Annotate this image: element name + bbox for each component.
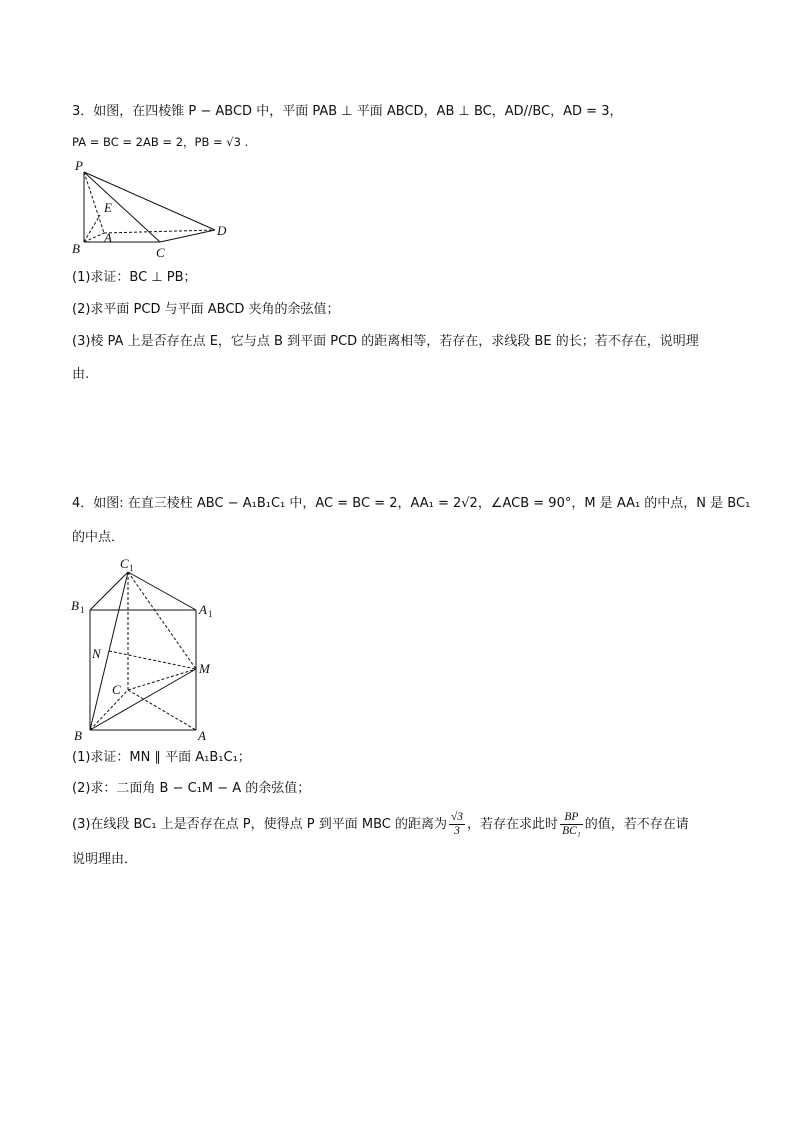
problem3-question2: (2)求平面 PCD 与平面 ABCD 夹角的余弦值； [72,302,340,317]
label-B1-subscript: 1 [80,605,85,615]
question3-text-end: 的值，若不存在请 [584,817,689,832]
fraction2-numerator: BP [560,811,583,825]
edge-CA [128,690,196,730]
edge-C1B1 [90,572,128,610]
problem3-statement-line2: PA = BC = 2AB = 2，PB = √3 . [72,135,249,149]
label-C: C [112,682,121,697]
label-B1: B [71,598,79,613]
segment-CM [128,669,196,690]
label-A1: A [199,602,207,617]
label-A: A [104,230,112,245]
problem3-statement-line1: 3．如图，在四棱锥 P − ABCD 中，平面 PAB ⊥ 平面 ABCD，AB ⊥ BC，AD//BC，AD = 3， [72,104,623,119]
fraction-BP-over-BC1 [560,811,583,838]
label-B: B [74,728,82,743]
edge-AD [104,230,215,233]
label-P: P [75,158,83,173]
fraction1-denominator: 3 [454,825,460,837]
question3-text-middle: ，若存在求此时 [467,817,559,832]
problem3-question3-line2: 由. [72,367,90,382]
problem4-question2: (2)求：二面角 B − C₁M − A 的余弦值； [72,781,311,796]
label-D: D [217,223,227,238]
label-A: A [198,728,206,743]
problem3-question3-line1: (3)棱 PA 上是否存在点 E，它与点 B 到平面 PCD 的距离相等，若存在，求线段 BE 的长；若不存在，说明理 [72,334,699,349]
label-A1-subscript: 1 [208,609,213,619]
edge-BC [90,690,128,730]
prism-figure [68,552,228,742]
segment-NM [109,651,196,669]
label-N: N [92,646,101,661]
label-B: B [72,241,80,256]
fraction2-denominator: BC₁ [562,825,581,837]
label-C1-subscript: 1 [129,563,134,573]
segment-BE [84,215,100,242]
label-E: E [104,200,112,215]
problem4-question1: (1)求证：MN ∥ 平面 A₁B₁C₁； [72,750,251,765]
fraction1-numerator: √3 [450,811,464,823]
label-M: M [199,661,210,676]
edge-CD [160,230,215,242]
fraction-sqrt3-over-3 [449,811,465,838]
problem4-statement-line1: 4．如图: 在直三棱柱 ABC − A₁B₁C₁ 中，AC = BC = 2，AA₁ = 2√2，∠ACB = 90°，M 是 AA₁ 的中点，N 是 BC₁ [72,496,751,511]
problem3-question1: (1)求证：BC ⊥ PB； [72,270,197,285]
edge-C1A1 [128,572,196,610]
label-C1: C [120,556,129,571]
question3-text-start: (3)在线段 BC₁ 上是否存在点 P，使得点 P 到平面 MBC 的距离为 [72,817,447,832]
label-C: C [156,245,165,260]
pyramid-figure [70,160,250,260]
problem4-question3-line2: 说明理由． [72,852,138,867]
problem4-statement-line2: 的中点． [72,530,125,545]
segment-C1M [128,572,196,669]
problem4-question3-line1 [72,808,689,842]
